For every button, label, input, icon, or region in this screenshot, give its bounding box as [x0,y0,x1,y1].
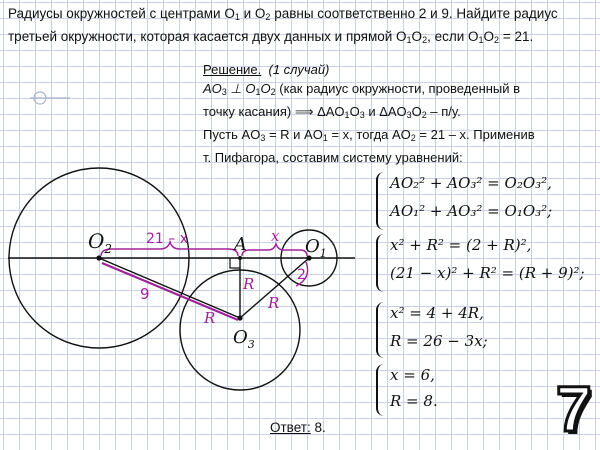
eq-3-row-1: x² = 4 + 4R, [390,304,484,322]
answer-label: Ответ: [270,420,311,435]
solution-line-4: Пусть $AO_3 = R$ и $AO_1 = x$, тогда $AO_2 = 21 - x$. Применив [203,127,535,143]
eq-2-row-2: (21 − x)² + R² = (R + 9)²; [390,264,585,282]
label-o2: $O_2$ [88,229,113,256]
solution-line-2: $AO_3$ ⊥ $O_1O_2$ (как радиус окружности, проведенный в [203,81,521,97]
label-x: x [271,227,280,245]
segment-o2-o3 [99,258,240,318]
point-o2 [96,255,101,260]
problem-line-2: третьей окружности, которая касается двух данных и прямой $O_1O_2$, если $O_1O_2 = 21$. [8,29,534,45]
label-r-mid: R [243,275,255,293]
label-r-left: R [204,309,216,327]
solution-heading: Решение. [203,62,262,77]
solution-case: (1 случай) [268,62,330,77]
answer-value: 8. [310,420,326,435]
point-o3 [237,315,242,320]
solution-line-3: точку касания) ⟹ $\Delta AO_1O_3$ и $\Delta AO_3O_2 - п/у$. [203,104,461,120]
label-o3: $O_3$ [233,327,255,351]
eq-1-row-1: AO₂² + AO₃² = O₂O₃², [390,174,552,192]
problem-line-1: Радиусы окружностей с центрами $O_1$ и $O_2$ равны соответственно 2 и 9. Найдите радиус [8,6,558,22]
eq-3-row-2: R = 26 − 3x; [390,332,488,350]
point-a [238,256,242,260]
label-o1: $O_1$ [305,236,327,260]
eq-4-row-2: R = 8. [390,392,438,410]
label-21-minus-x: 21 – x [146,231,188,247]
solution-line-5: т. Пифагора, составим систему уравнений: [203,150,463,165]
eq-4-row-1: x = 6, [390,366,435,384]
right-angle-icon [230,258,240,268]
eq-1-row-2: AO₁² + AO₃² = O₁O₃²; [390,202,553,220]
label-9: 9 [140,285,150,303]
label-r-right: R [268,294,280,312]
slide-number: 7 [556,373,592,445]
eq-2-row-1: x² + R² = (2 + R)², [390,236,532,254]
answer-line [270,420,326,435]
brace-x-icon [242,244,307,256]
radius-9-mark-icon [102,263,238,320]
label-2: 2 [297,267,306,283]
label-a: A [234,234,247,255]
